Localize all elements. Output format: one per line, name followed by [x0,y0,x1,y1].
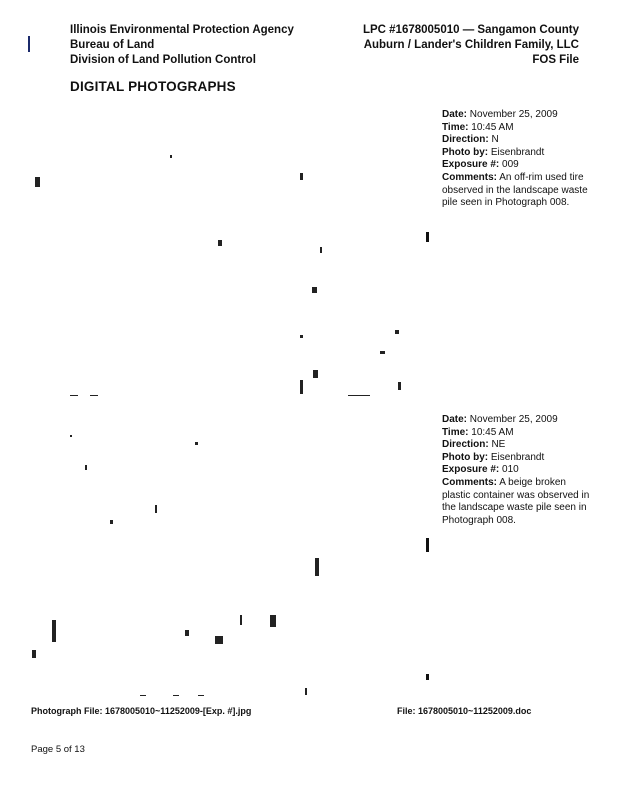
photo-1-photographer: Eisenbrandt [490,146,545,158]
scan-mark [426,232,429,242]
photo-2-photographer: Eisenbrandt [490,451,545,463]
photo-2-time: 10:45 AM [471,426,514,438]
file-type: FOS File [532,54,579,66]
photo-1-time: 10:45 AM [471,121,514,133]
photo-2-comments: A beige broken plastic container was observed in the landscape waste pile seen in Photograph 008. [442,476,590,526]
page-number: Page 5 of 13 [31,744,85,755]
photo-2-direction: NE [491,439,506,451]
lpc-number: LPC #1678005010 — Sangamon County [362,24,579,36]
scan-mark [426,674,429,680]
photo-1-details: Date: November 25, 2009 Time: 10:45 AM Direction: N Photo by: Eisenbrandt Exposure #: 009 Comments: An off-rim used tire observed in the landscape waste pile seen in Photograph 008. [442,109,588,209]
photo-2-date: November 25, 2009 [469,414,558,425]
photo-2-details: Date: November 25, 2009 Time: 10:45 AM Direction: NE Photo by: Eisenbrandt Exposure #: 010 Comments: A beige broken plastic container was observed in the landscape waste pile seen in Photograph 008. [442,414,590,526]
photo-1 [30,105,415,400]
division-name: Division of Land Pollution Control [70,54,256,66]
photograph-file-name: Photograph File: 1678005010~11252009-[Exp. #].jpg [31,706,252,716]
photo-1-date: November 25, 2009 [469,109,558,120]
photo-1-direction: N [491,134,499,146]
photo-1-comments: An off-rim used tire observed in the landscape waste pile seen in Photograph 008. [442,171,588,209]
photo-2 [30,410,415,705]
agency-name: Illinois Environmental Protection Agency [70,24,294,36]
site-name: Auburn / Lander's Children Family, LLC [363,39,579,51]
margin-mark [28,36,30,52]
photo-1-exposure: 009 [502,159,519,171]
site-header [319,23,579,68]
photo-2-exposure: 010 [502,464,519,476]
document-file-name: File: 1678005010~11252009.doc [397,706,532,716]
scan-mark [426,538,429,552]
bureau-name: Bureau of Land [70,39,155,51]
agency-header [70,23,340,68]
page-title: DIGITAL PHOTOGRAPHS [70,79,236,94]
